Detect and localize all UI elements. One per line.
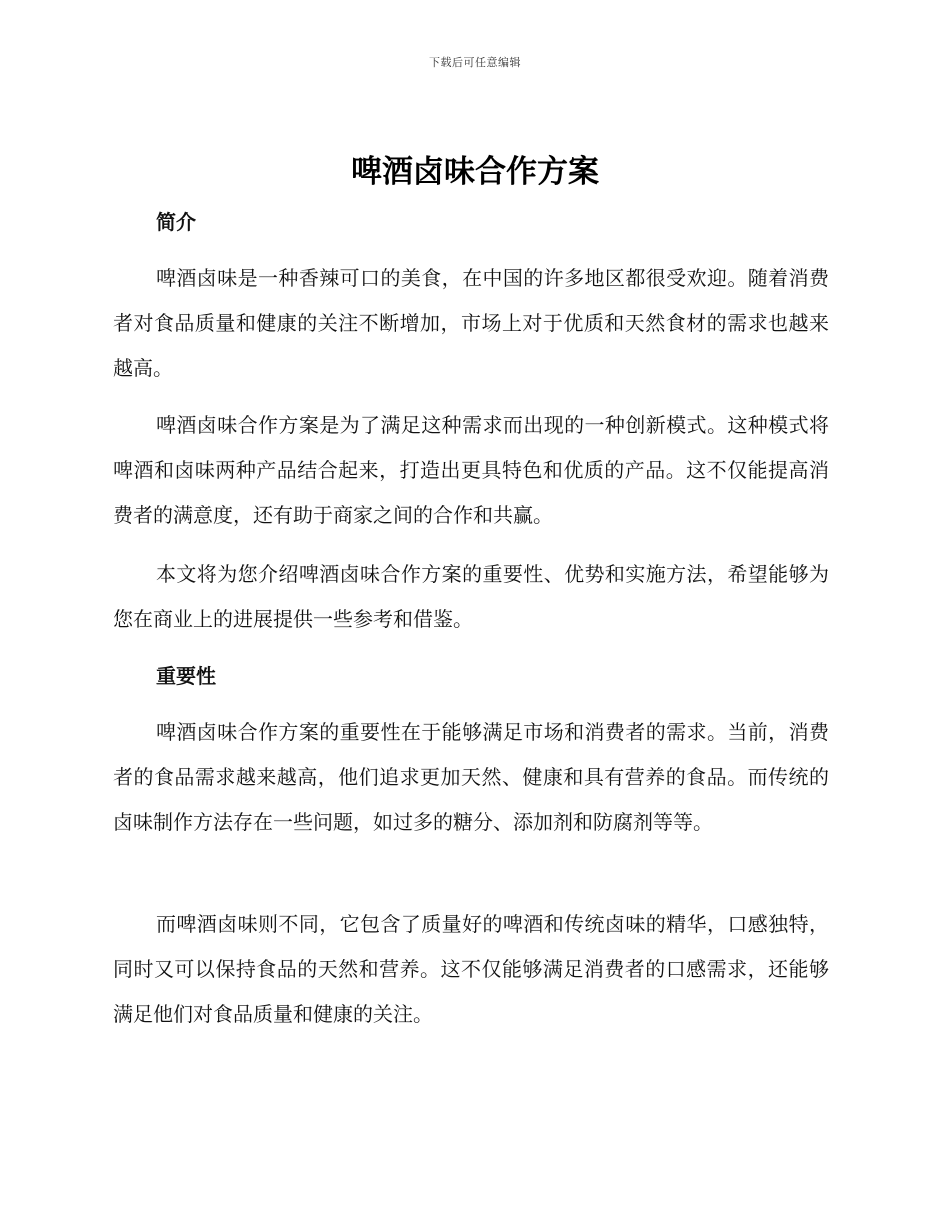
- page-header-note: 下载后可任意编辑: [429, 56, 521, 69]
- paragraph: 而啤酒卤味则不同，它包含了质量好的啤酒和传统卤味的精华，口感独特，同时又可以保持食品的天然和营养。这不仅能够满足消费者的口感需求，还能够满足他们对食品质量和健康的关注。: [113, 912, 829, 1026]
- paragraph: 啤酒卤味是一种香辣可口的美食，在中国的许多地区都很受欢迎。随着消费者对食品质量和健康的关注不断增加，市场上对于优质和天然食材的需求也越来越高。: [113, 266, 829, 380]
- paragraph: 啤酒卤味合作方案是为了满足这种需求而出现的一种创新模式。这种模式将啤酒和卤味两种产品结合起来，打造出更具特色和优质的产品。这不仅能提高消费者的满意度，还有助于商家之间的合作和共赢。: [113, 413, 829, 527]
- section-heading-intro: 简介: [156, 210, 196, 234]
- section-heading-importance: 重要性: [156, 664, 216, 688]
- paragraph: 本文将为您介绍啤酒卤味合作方案的重要性、优势和实施方法，希望能够为您在商业上的进展提供一些参考和借鉴。: [113, 562, 829, 631]
- document-title: 啤酒卤味合作方案: [351, 154, 599, 190]
- paragraph: 啤酒卤味合作方案的重要性在于能够满足市场和消费者的需求。当前，消费者的食品需求越来越高，他们追求更加天然、健康和具有营养的食品。而传统的卤味制作方法存在一些问题，如过多的糖分、添加剂和防腐剂等等。: [113, 720, 829, 834]
